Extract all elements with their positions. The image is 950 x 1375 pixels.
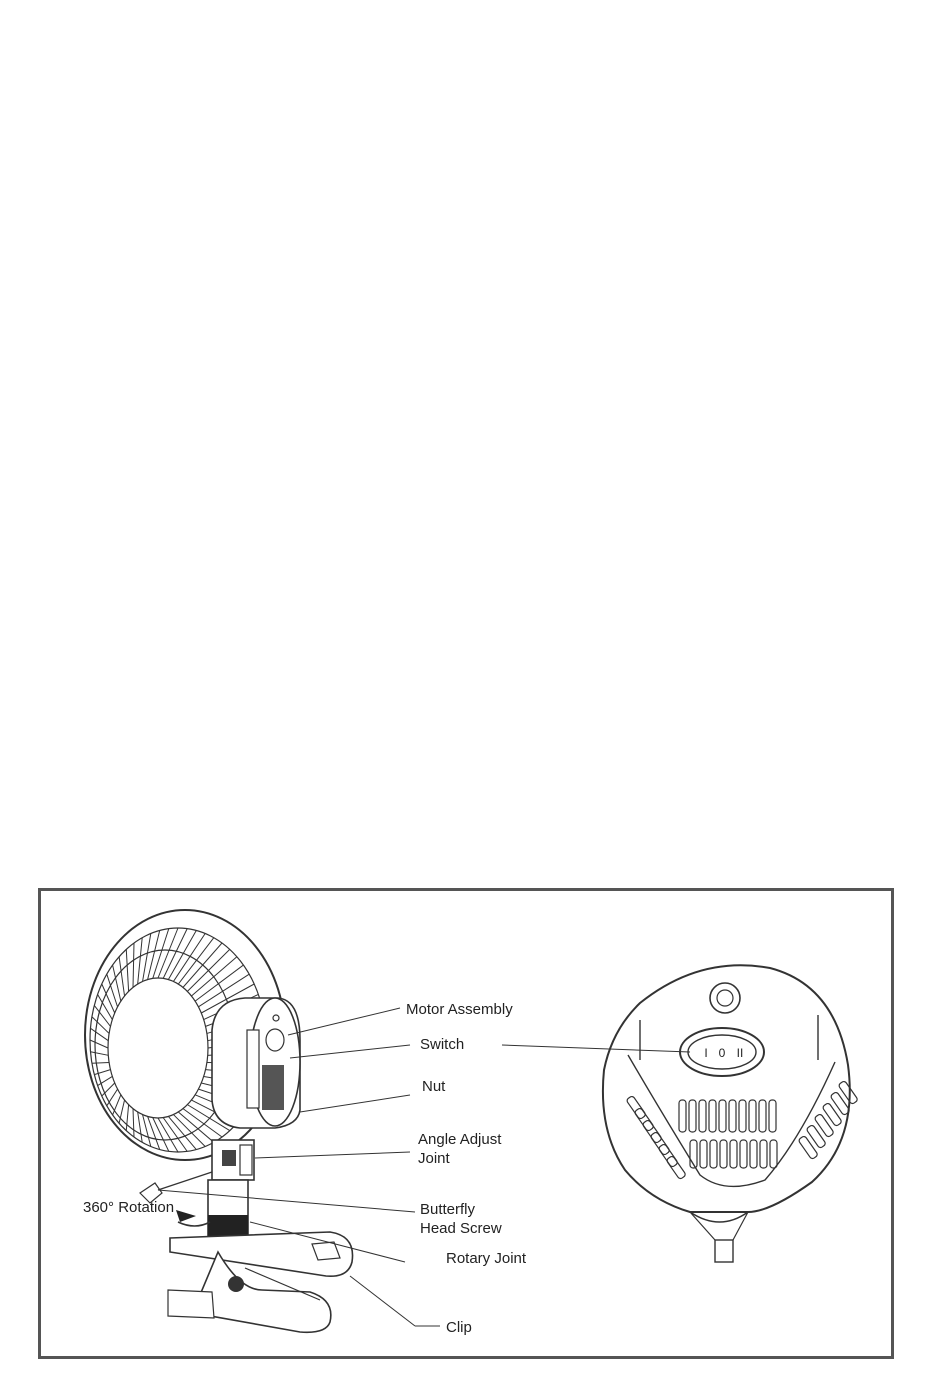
guard-rib [133, 943, 134, 987]
guard-rib [119, 957, 124, 996]
vent-slot [838, 1080, 858, 1104]
guard-rib [173, 933, 205, 981]
guard-rib [148, 1116, 160, 1149]
vent-slot [798, 1135, 818, 1159]
vent-slot [699, 1100, 706, 1132]
guard-rib [133, 1109, 134, 1137]
vent-slot [709, 1100, 716, 1132]
vent-slot [689, 1100, 696, 1132]
guard-rib [138, 938, 143, 984]
rear-vent-top [679, 1100, 776, 1132]
vent-slot [700, 1140, 707, 1168]
guard-rib [187, 949, 229, 991]
clip [168, 1232, 353, 1332]
guard-rib [90, 1040, 108, 1048]
guard-rib [138, 1112, 143, 1142]
switch-leader-line [502, 1045, 690, 1052]
label-clip: Clip [446, 1319, 472, 1336]
guard-rib [98, 994, 113, 1019]
guard-rib [126, 1105, 128, 1131]
label-butterfly-head-screw: Butterfly Head Screw [420, 1201, 502, 1237]
motor-assembly [212, 998, 300, 1128]
label-angle-adjust-joint: Angle Adjust Joint [418, 1131, 502, 1167]
guard-rib [94, 1070, 110, 1075]
vent-slot [814, 1113, 834, 1137]
guard-rib [143, 933, 151, 981]
guard-rib [178, 938, 213, 984]
vent-slot [719, 1100, 726, 1132]
angle-adjust-joint [212, 1140, 254, 1180]
guard-rib [148, 930, 160, 979]
guard-rib [90, 1052, 108, 1056]
rear-vent-bottom [690, 1140, 777, 1168]
vent-slot [806, 1124, 826, 1148]
label-nut: Nut [422, 1078, 446, 1095]
vent-slot [750, 1140, 757, 1168]
label-switch: Switch [420, 1036, 465, 1053]
vent-slot [760, 1140, 767, 1168]
switch-pos-2: 0 [718, 1046, 726, 1060]
vent-slot [770, 1140, 777, 1168]
switch-pos-1: I [704, 1046, 708, 1060]
vent-slot [729, 1100, 736, 1132]
label-rotary-joint: Rotary Joint [446, 1250, 527, 1267]
vent-slot [679, 1100, 686, 1132]
switch-pos-3: II [736, 1046, 744, 1060]
rear-knob [710, 983, 740, 1013]
guard-rib [102, 1083, 115, 1096]
rotation-arrow [176, 1210, 210, 1226]
guard-rib [113, 1095, 121, 1115]
guard-rib [92, 1063, 109, 1064]
guard-rib [143, 1115, 151, 1147]
guard-rib [126, 949, 128, 991]
vent-slot [710, 1140, 717, 1168]
guard-rib [107, 1089, 118, 1106]
vent-slot [749, 1100, 756, 1132]
vent-slot [822, 1102, 842, 1126]
guard-rib [191, 957, 236, 996]
label-motor-assembly: Motor Assembly [406, 1001, 513, 1018]
vent-slot [769, 1100, 776, 1132]
vent-slot [739, 1100, 746, 1132]
vent-slot [720, 1140, 727, 1168]
label-360-rotation: 360° Rotation [83, 1199, 175, 1216]
vent-slot [759, 1100, 766, 1132]
vent-slot [730, 1140, 737, 1168]
stand-column [208, 1180, 248, 1238]
vent-slot [830, 1091, 850, 1115]
vent-slot [740, 1140, 747, 1168]
